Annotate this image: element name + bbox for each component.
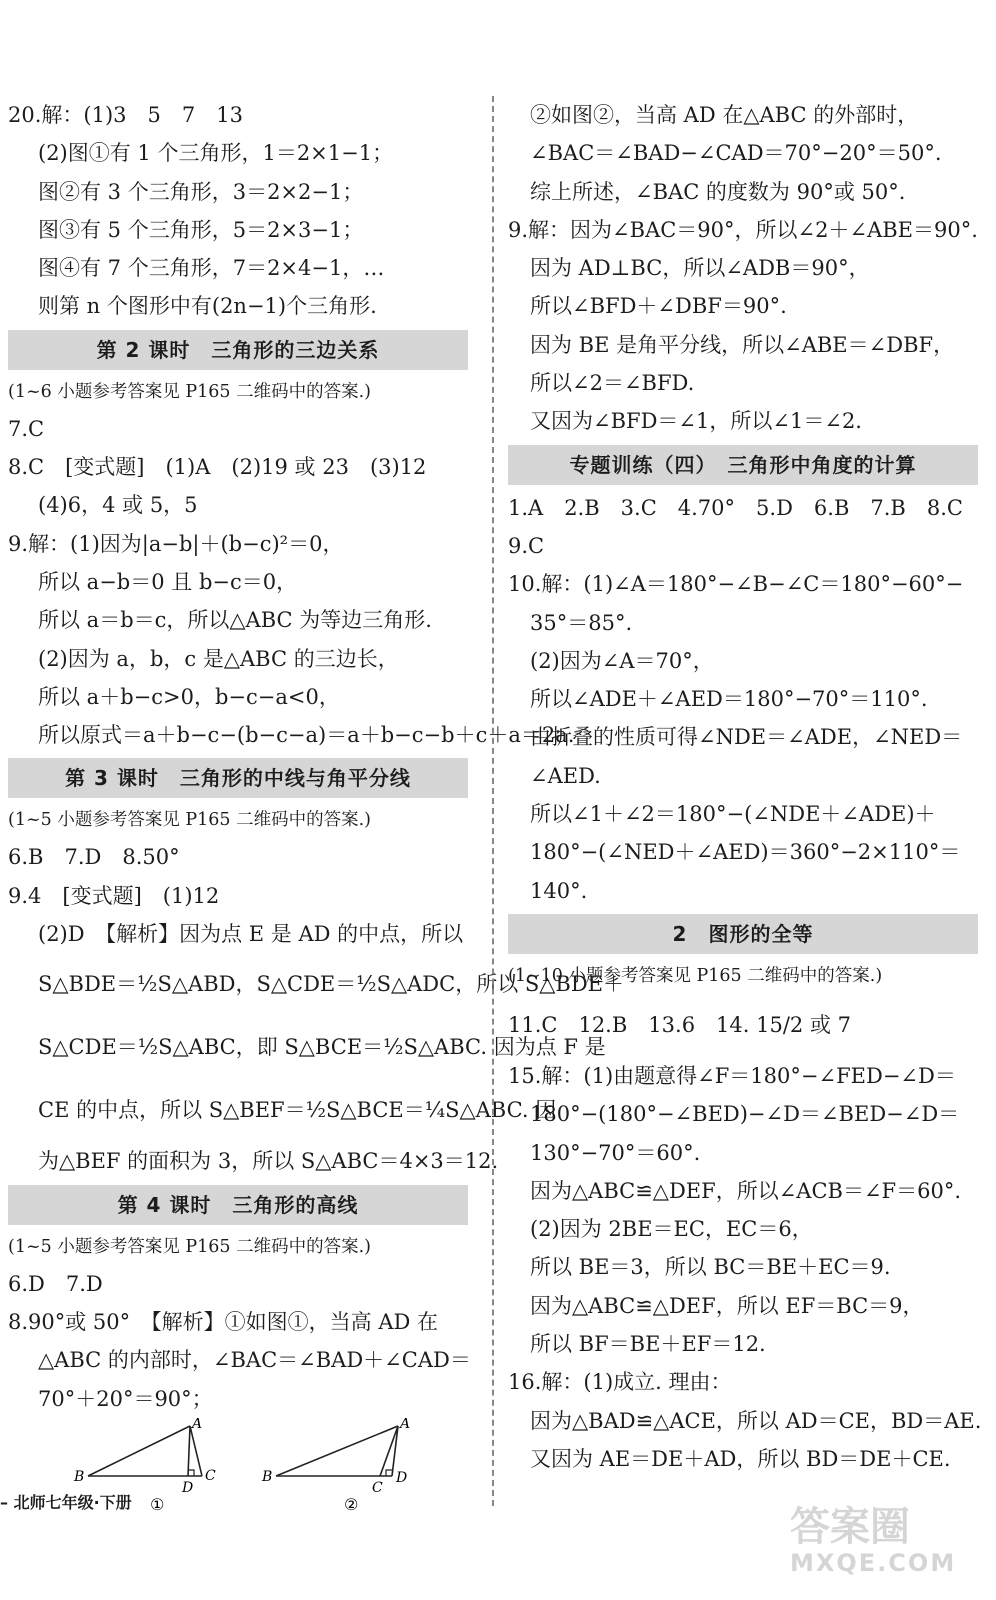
answer-line: (2)因为 a，b，c 是△ABC 的三边长， [38,646,399,671]
answer-line: 所以∠ADE＋∠AED＝180°−70°＝110°. [530,687,928,712]
answer-line: 9.解：因为∠BAC＝90°，所以∠2＋∠ABE＝90°. [508,217,978,242]
answer-line: 为△BEF 的面积为 3，所以 S△ABC＝4×3＝12. [38,1149,499,1174]
figure-2 [258,1418,458,1514]
answer-line: S△CDE＝½S△ABC，即 S△BCE＝½S△ABC. 因为点 F 是 [38,1035,606,1060]
answer-line: 7.C [8,416,45,441]
answer-line: 所以 BF＝BE＋EF＝12. [530,1332,766,1357]
answer-line: CE 的中点，所以 S△BEF＝½S△BCE＝¼S△ABC. 因 [38,1098,557,1123]
vertex-label-a: A [192,1417,203,1432]
side-ab [88,1426,190,1476]
answer-line: 9.4 [变式题] (1)12 [8,883,220,908]
page-footer: – 北师七年级·下册 [0,1493,132,1512]
altitude-ad [188,1426,190,1476]
answer-line: 130°−70°＝60°. [530,1140,701,1165]
vertex-label-a: A [400,1417,411,1432]
vertex-label-c: C [205,1467,216,1484]
answer-line: 所以∠BFD＋∠DBF＝90°. [530,294,787,319]
answer-line: 140°. [530,878,588,903]
answer-line: 8.90°或 50° 【解析】①如图①，当高 AD 在 [8,1309,439,1334]
answer-line: 180°−(180°−∠BED)−∠D＝∠BED−∠D＝ [530,1102,960,1127]
answer-line: 因为△BAD≌△ACE，所以 AD＝CE，BD＝AE. [530,1408,982,1433]
answer-line: 9.解：(1)因为|a−b|＋(b−c)²＝0， [8,531,344,556]
column-divider [492,96,494,1506]
answer-line: 所以 a＋b−c>0，b−c−a<0， [38,684,340,709]
vertex-label-d: D [396,1469,408,1486]
answer-line: 所以∠2＝∠BFD. [530,371,695,396]
answer-line: 所以 a−b＝0 且 b−c＝0， [38,569,298,594]
answer-line: 综上所述，∠BAC 的度数为 90°或 50°. [530,179,906,204]
figure-caption: ② [344,1494,359,1514]
answer-line: 所以∠1＋∠2＝180°−(∠NDE＋∠ADE)＋ [530,802,936,827]
answer-line: 图③有 5 个三角形，5＝2×3−1； [38,217,364,242]
answer-line: S△BDE＝½S△ABD，S△CDE＝½S△ADC，所以 S△BDE＋ [38,972,624,997]
answer-line: (2)D 【解析】因为点 E 是 AD 的中点，所以 [38,922,464,947]
section-heading: 专题训练（四） 三角形中角度的计算 [508,445,978,485]
reference-note: (1~6 小题参考答案见 P165 二维码中的答案.) [8,381,372,402]
answer-line: 8.C [变式题] (1)A (2)19 或 23 (3)12 [8,455,427,480]
right-angle-mark [386,1470,392,1476]
side-ac [190,1426,202,1476]
side-ab [276,1426,398,1476]
answer-line: 20.解：(1)3 5 7 13 [8,103,243,127]
figure-caption: ① [150,1494,165,1514]
answer-line: ②如图②，当高 AD 在△ABC 的外部时， [530,103,919,127]
answer-line: △ABC 的内部时，∠BAC＝∠BAD＋∠CAD＝ [38,1348,471,1373]
answer-line: 1.A 2.B 3.C 4.70° 5.D 6.B 7.B 8.C [508,495,963,520]
answer-line: 由折叠的性质可得∠NDE＝∠ADE，∠NED＝ [530,725,963,750]
answer-line: 图②有 3 个三角形，3＝2×2−1； [38,179,364,204]
answer-line: 10.解：(1)∠A＝180°−∠B−∠C＝180°−60°− [508,572,964,597]
answer-line: 又因为∠BFD＝∠1，所以∠1＝∠2. [530,409,862,434]
watermark-text: 答案圈 [790,1504,910,1550]
answer-line: 则第 n 个图形中有(2n−1)个三角形. [38,294,377,319]
answer-line: 15.解：(1)由题意得∠F＝180°−∠FED−∠D＝ [508,1063,956,1088]
vertex-label-d: D [182,1479,194,1496]
answer-line: ∠BAC＝∠BAD−∠CAD＝70°−20°＝50°. [530,141,942,166]
answer-line: 又因为 AE＝DE＋AD，所以 BD＝DE＋CE. [530,1446,951,1471]
answer-line: ∠AED. [530,763,601,788]
answer-line: 9.C [508,533,545,558]
answer-line: 70°＋20°＝90°； [38,1386,213,1411]
answer-line: 所以原式＝a＋b−c−(b−c−a)＝a＋b−c−b＋c＋a＝2a. [38,723,575,748]
reference-note: (1~10 小题参考答案见 P165 二维码中的答案.) [508,965,883,986]
watermark-logo [790,1505,990,1595]
answer-line: 6.D 7.D [8,1271,103,1296]
answer-line: (4)6，4 或 5，5 [38,493,198,518]
answer-line: 180°−(∠NED＋∠AED)＝360°−2×110°＝ [530,840,961,865]
answer-line: 因为△ABC≌△DEF，所以∠ACB＝∠F＝60°. [530,1178,962,1203]
answer-line: 因为 AD⊥BC，所以∠ADB＝90°， [530,256,870,281]
answer-line: (2)图①有 1 个三角形，1＝2×1−1； [38,141,394,166]
answer-line: (2)因为∠A＝70°， [530,648,714,673]
section-heading: 第 4 课时 三角形的高线 [8,1185,468,1225]
watermark-url: MXQE.COM [790,1549,957,1577]
reference-note: (1~5 小题参考答案见 P165 二维码中的答案.) [8,810,372,831]
answer-line: (2)因为 2BE＝EC，EC＝6， [530,1217,813,1242]
right-column [508,96,982,1478]
vertex-label-b: B [74,1468,85,1485]
answer-line: 16.解：(1)成立. 理由： [508,1370,732,1395]
answer-line: 11.C 12.B 13.6 14. 15/2 或 7 [508,1012,851,1037]
vertex-label-b: B [262,1468,273,1485]
answer-line: 35°＝85°. [530,610,633,635]
answer-line: 因为△ABC≌△DEF，所以 EF＝BC＝9， [530,1293,924,1318]
answer-line: 图④有 7 个三角形，7＝2×4−1，… [38,256,385,281]
answer-line: 所以 BE＝3，所以 BC＝BE＋EC＝9. [530,1255,891,1280]
reference-note: (1~5 小题参考答案见 P165 二维码中的答案.) [8,1236,372,1257]
vertex-label-c: C [372,1479,383,1496]
section-heading: 第 3 课时 三角形的中线与角平分线 [8,758,468,798]
section-heading: 2 图形的全等 [508,914,978,954]
section-heading: 第 2 课时 三角形的三边关系 [8,330,468,370]
answer-line: 所以 a＝b＝c，所以△ABC 为等边三角形. [38,608,432,633]
answer-line: 因为 BE 是角平分线，所以∠ABE＝∠DBF， [530,332,955,357]
answer-line: 6.B 7.D 8.50° [8,845,180,870]
